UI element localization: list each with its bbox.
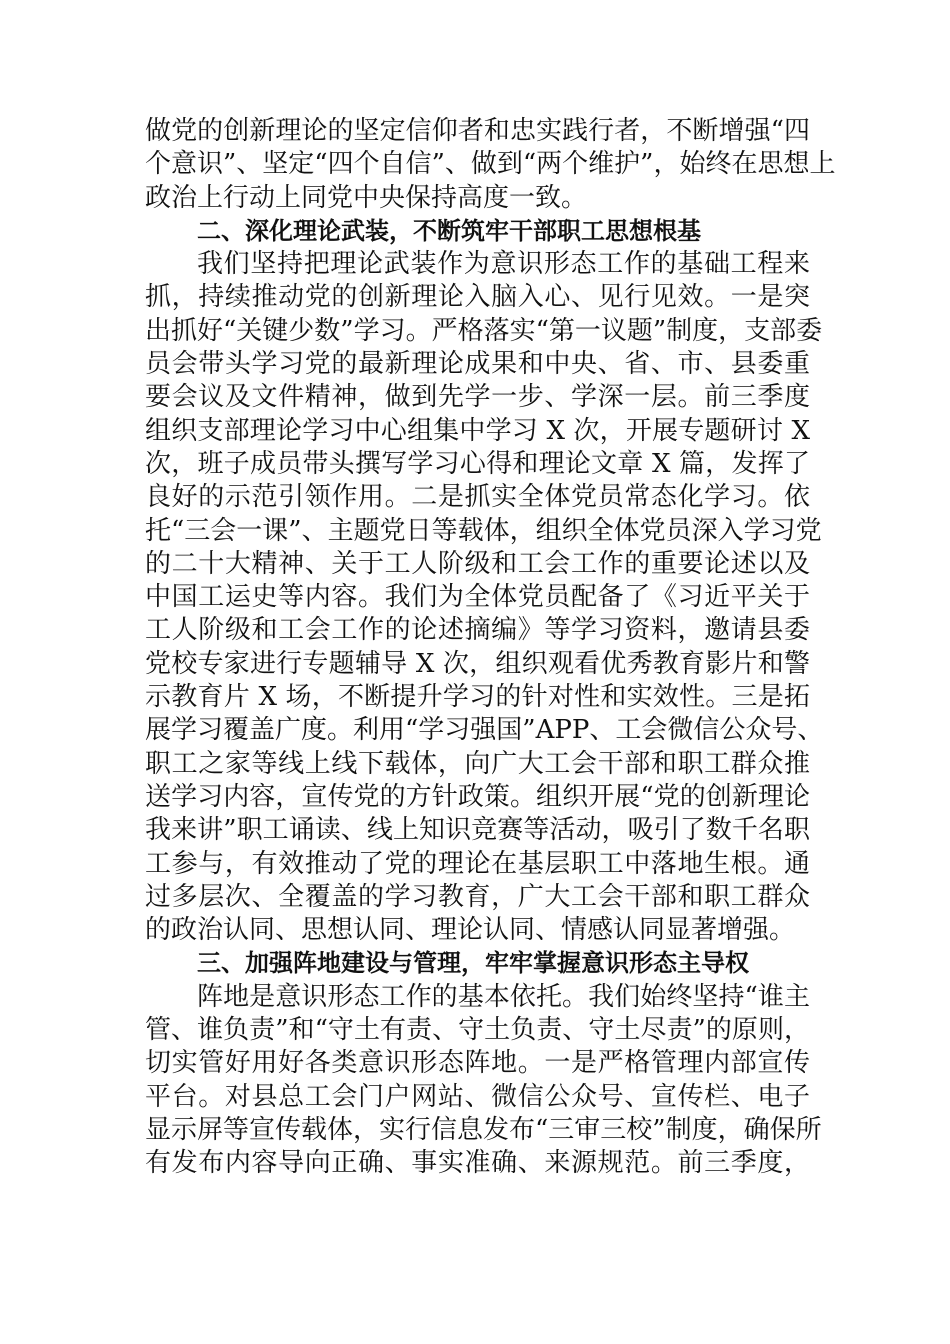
text-line: 我们坚持把理论武装作为意识形态工作的基础工程来 <box>197 249 810 280</box>
document-page <box>145 115 836 1181</box>
text-line: 平台。对县总工会门户网站、微信公众号、宣传栏、电子 <box>145 1081 810 1112</box>
text-line: 有发布内容导向正确、事实准确、来源规范。前三季度， <box>145 1148 810 1179</box>
text-line: 阵地是意识形态工作的基本依托。我们始终坚持“谁主 <box>197 981 810 1012</box>
text-line: 展学习覆盖广度。利用“学习强国”APP、工会微信公众号、 <box>145 715 824 746</box>
section-heading-2: 二、深化理论武装，不断筑牢干部职工思想根基 <box>197 216 701 245</box>
text-line: 做党的创新理论的坚定信仰者和忠实践行者，不断增强“四 <box>145 116 810 146</box>
text-line: 出抓好“关键少数”学习。严格落实“第一议题”制度，支部委 <box>145 315 823 346</box>
text-line: 送学习内容，宣传党的方针政策。组织开展“党的创新理论 <box>145 781 810 812</box>
section-3-paragraph <box>145 981 822 1181</box>
text-line: 我来讲”职工诵读、线上知识竞赛等活动，吸引了数千名职 <box>145 815 810 846</box>
text-line: 显示屏等宣传载体，实行信息发布“三审三校”制度，确保所 <box>145 1114 822 1145</box>
text-line: 的二十大精神、关于工人阶级和工会工作的重要论述以及 <box>145 548 810 579</box>
section-2-paragraph <box>145 248 824 947</box>
text-line: 党校专家进行专题辅导 X 次，组织观看优秀教育影片和警 <box>145 648 810 679</box>
text-line: 要会议及文件精神，做到先学一步、学深一层。前三季度 <box>145 382 810 413</box>
intro-paragraph <box>145 115 836 215</box>
text-line: 组织支部理论学习中心组集中学习 X 次，开展专题研讨 X <box>145 415 810 446</box>
text-line: 的政治认同、思想认同、理论认同、情感认同显著增强。 <box>145 915 796 946</box>
text-line: 管、谁负责”和“守土有责、守土负责、守土尽责”的原则， <box>145 1015 810 1046</box>
text-line: 工参与，有效推动了党的理论在基层职工中落地生根。通 <box>145 848 810 879</box>
section-heading-3: 三、加强阵地建设与管理，牢牢掌握意识形态主导权 <box>197 949 749 978</box>
text-line: 示教育片 X 场，不断提升学习的针对性和实效性。三是拓 <box>145 682 810 713</box>
text-line: 次，班子成员带头撰写学习心得和理论文章 X 篇，发挥了 <box>145 448 810 479</box>
text-line: 良好的示范引领作用。二是抓实全体党员常态化学习。依 <box>145 482 810 513</box>
text-line: 员会带头学习党的最新理论成果和中央、省、市、县委重 <box>145 349 810 380</box>
text-line: 工人阶级和工会工作的论述摘编》等学习资料，邀请县委 <box>145 615 810 646</box>
text-line: 职工之家等线上线下载体，向广大工会干部和职工群众推 <box>145 748 810 779</box>
text-line: 个意识”、坚定“四个自信”、做到“两个维护”，始终在思想上 <box>145 149 836 180</box>
text-line: 过多层次、全覆盖的学习教育，广大工会干部和职工群众 <box>145 881 810 912</box>
text-line: 中国工运史等内容。我们为全体党员配备了《习近平关于 <box>145 582 810 613</box>
text-line: 托“三会一课”、主题党日等载体，组织全体党员深入学习党 <box>145 515 822 546</box>
text-line: 抓，持续推动党的创新理论入脑入心、见行见效。一是突 <box>145 282 810 313</box>
text-line: 政治上行动上同党中央保持高度一致。 <box>145 182 588 213</box>
text-line: 切实管好用好各类意识形态阵地。一是严格管理内部宣传 <box>145 1048 810 1079</box>
